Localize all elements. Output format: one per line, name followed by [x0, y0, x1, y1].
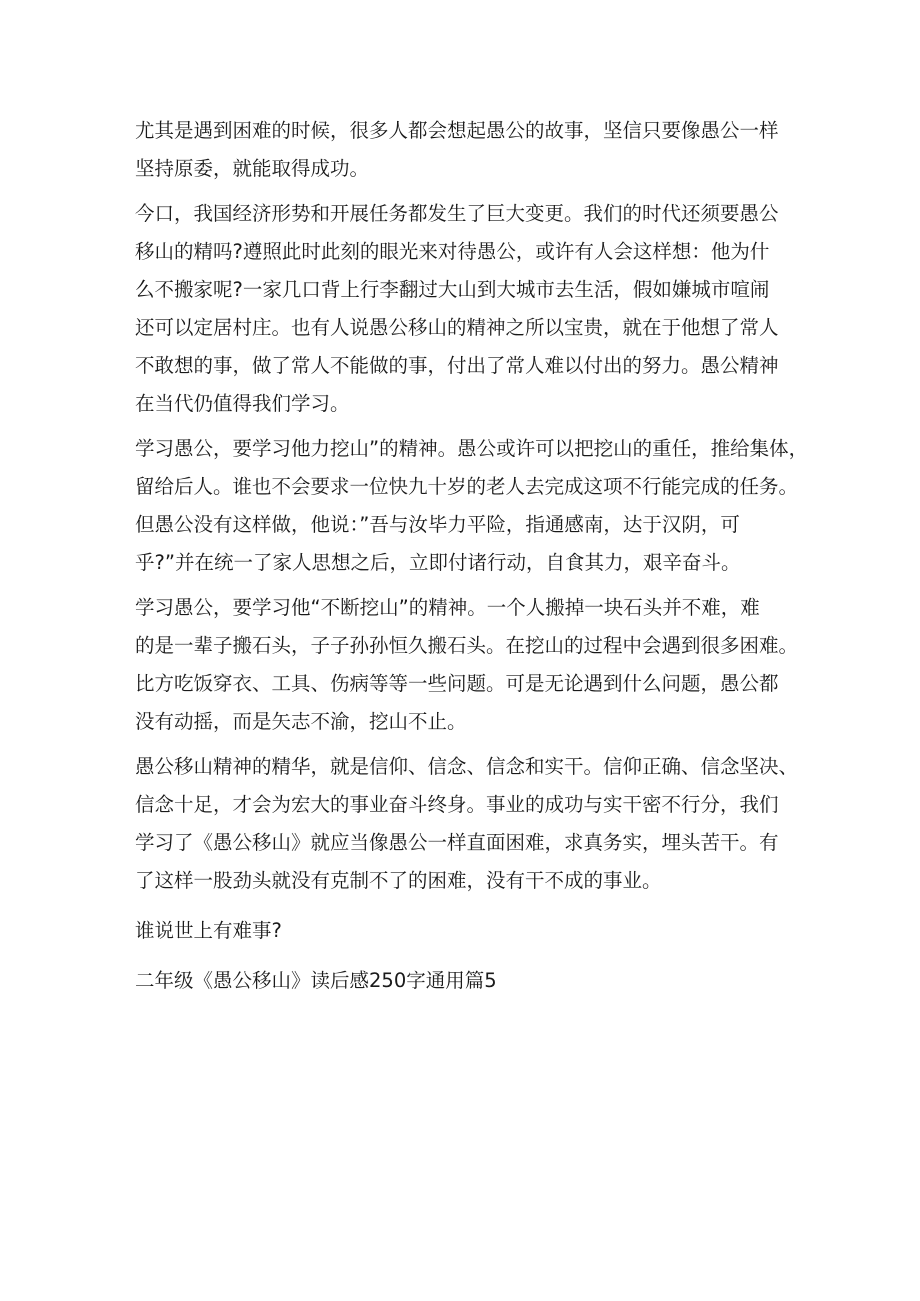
text-line: 信念十足，才会为宏大的事业奋斗终身。事业的成功与实干密不行分，我们 — [135, 793, 779, 816]
paragraph — [135, 748, 800, 900]
text-line: 留给后人。谁也不会要求一位快九十岁的老人去完成这项不行能完成的任务。 — [135, 475, 799, 498]
paragraph — [135, 912, 800, 950]
text-line: 但愚公没有这样做，他说：”吾与汝毕力平险，指通感南，达于汉阴，可 — [135, 513, 740, 536]
text-line: 么不搬家呢?一家几口背上行李翻过大山到大城市去生活，假如嫌城市喧闹 — [135, 278, 770, 301]
paragraph — [135, 430, 809, 582]
text-line: 坚持原委，就能取得成功。 — [135, 157, 370, 180]
paragraph — [135, 112, 800, 188]
text-line: 在当代仍值得我们学习。 — [135, 392, 350, 415]
text-line: 不敢想的事，做了常人不能做的事，付出了常人难以付出的努力。愚公精神 — [135, 354, 779, 377]
text-line: 谁说世上有难事? — [135, 919, 282, 942]
text-line: 学习愚公，要学习他力挖山”的精神。愚公或许可以把挖山的重任，推给集体， — [135, 437, 809, 460]
text-line: 二年级《愚公移山》读后感250字通用篇5 — [135, 969, 497, 992]
text-line: 移山的精吗?遵照此时此刻的眼光来对待愚公，或许有人会这样想：他为什 — [135, 240, 770, 263]
text-line: 尤其是遇到困难的时候，很多人都会想起愚公的故事，坚信只要像愚公一样 — [135, 119, 779, 142]
paragraph — [135, 589, 800, 741]
text-line: 愚公移山精神的精华，就是信仰、信念、信念和实干。信仰正确、信念坚决、 — [135, 755, 799, 778]
text-line: 乎?”并在统一了家人思想之后，立即付诸行动，自食其力，艰辛奋斗。 — [135, 551, 741, 574]
text-line: 比方吃饭穿衣、工具、伤病等等一些问题。可是无论遇到什么问题，愚公都 — [135, 672, 779, 695]
document-body — [135, 112, 809, 1000]
text-line: 今口，我国经济形势和开展任务都发生了巨大变更。我们的时代还须要愚公 — [135, 202, 779, 225]
text-line: 学习愚公，要学习他“不断挖山”的精神。一个人搬掉一块石头并不难，难 — [135, 596, 760, 619]
text-line: 还可以定居村庄。也有人说愚公移山的精神之所以宝贵，就在于他想了常人 — [135, 316, 779, 339]
text-line: 没有动摇，而是矢志不渝，挖山不止。 — [135, 710, 467, 733]
text-line: 的是一辈子搬石头，子子孙孙恒久搬石头。在挖山的过程中会遇到很多困难。 — [135, 634, 799, 657]
section-heading — [135, 962, 800, 1000]
paragraph — [135, 195, 800, 423]
text-line: 学习了《愚公移山》就应当像愚公一样直面困难，求真务实，埋头苦干。有 — [135, 831, 779, 854]
text-line: 了这样一股劲头就没有克制不了的困难，没有干不成的事业。 — [135, 869, 662, 892]
